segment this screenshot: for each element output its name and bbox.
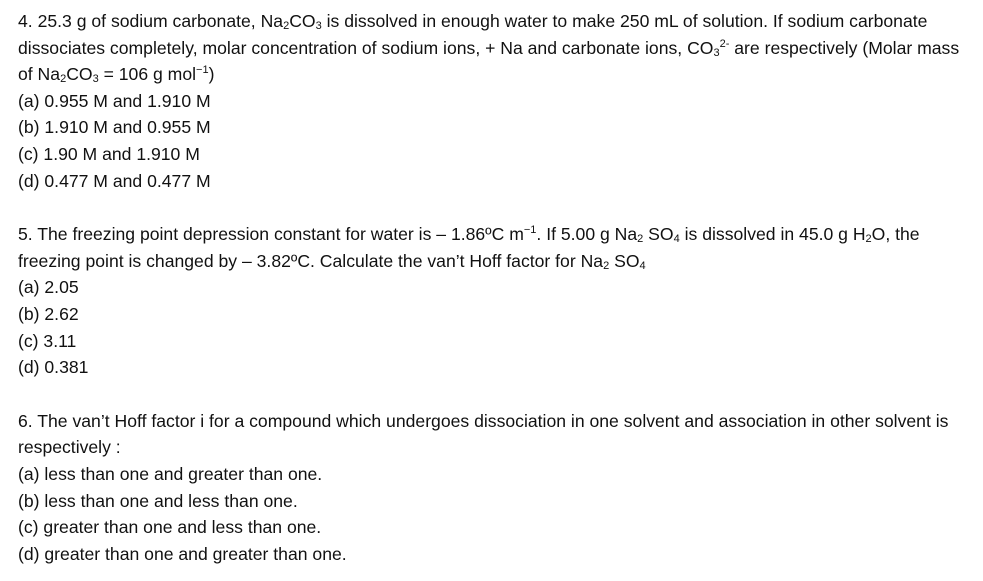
subscript: 4 — [639, 259, 646, 272]
question-text-part: 25.3 g of sodium carbonate, Na — [37, 11, 284, 31]
subscript: 3 — [713, 46, 720, 59]
option-d: (d) 0.381 — [18, 357, 89, 378]
subscript: 3 — [315, 20, 322, 32]
question-6-text — [18, 408, 968, 461]
option-c: (c) 3.11 — [18, 330, 77, 351]
question-6 — [18, 408, 968, 568]
question-text-part: SO — [643, 224, 674, 245]
question-text-part: The freezing point depression constant for water is – 1.86ºC m — [37, 224, 524, 245]
option-b: (b) 1.910 M and 0.955 M — [18, 117, 211, 138]
superscript: −1 — [196, 64, 209, 77]
option-c: (c) 1.90 M and 1.910 M — [18, 143, 200, 164]
question-text-part: The van’t Hoff factor i for a compound which undergoes dissociation in one solvent and association in other solvent is respectively : — [18, 410, 949, 458]
question-number: 4. — [18, 11, 33, 31]
question-4-text — [18, 8, 968, 88]
option-a: (a) 2.05 — [18, 277, 79, 298]
subscript: 2 — [60, 73, 67, 86]
question-page — [18, 8, 968, 567]
option-d: (d) 0.477 M and 0.477 M — [18, 170, 211, 191]
answer-options — [18, 88, 968, 194]
question-text-part: is dissolved in 45.0 g H — [679, 224, 866, 245]
subscript: 3 — [92, 73, 99, 86]
subscript: 2 — [283, 20, 290, 32]
option-a: (a) 0.955 M and 1.910 M — [18, 90, 211, 111]
subscript: 4 — [673, 233, 680, 246]
subscript: 2 — [865, 233, 872, 246]
question-5 — [18, 221, 968, 381]
option-c: (c) greater than one and less than one. — [18, 517, 322, 538]
superscript: 2- — [719, 37, 730, 50]
answer-options — [18, 274, 968, 380]
question-number: 6. — [18, 410, 33, 431]
question-5-text — [18, 221, 968, 274]
superscript: −1 — [523, 224, 537, 237]
question-number: 5. — [18, 224, 33, 245]
option-d: (d) greater than one and greater than one. — [18, 543, 347, 564]
subscript: 2 — [637, 233, 644, 246]
question-text-part: are respectively (Molar mass of Na — [18, 37, 960, 85]
answer-options — [18, 461, 968, 567]
option-a: (a) less than one and greater than one. — [18, 463, 323, 484]
question-4 — [18, 8, 968, 194]
question-text-part: = 106 g mol — [98, 64, 197, 85]
question-text-part: ) — [208, 64, 215, 85]
option-b: (b) less than one and less than one. — [18, 490, 298, 511]
question-text-part: O, the freezing point is changed by – 3.82ºC. Calculate the van’t Hoff factor for Na — [18, 224, 920, 271]
option-b: (b) 2.62 — [18, 303, 79, 324]
question-text-part: CO — [289, 11, 316, 31]
question-text-part: . If 5.00 g Na — [536, 224, 638, 245]
question-text-part: SO — [609, 250, 640, 271]
question-text-part: is dissolved in enough water to make 250 mL of solution. If sodium carbonate dissociates completely, molar concentration of sodium ions, + Na and carbonate ions, CO — [18, 11, 928, 58]
question-text-part: CO — [66, 64, 93, 85]
subscript: 2 — [603, 259, 610, 272]
